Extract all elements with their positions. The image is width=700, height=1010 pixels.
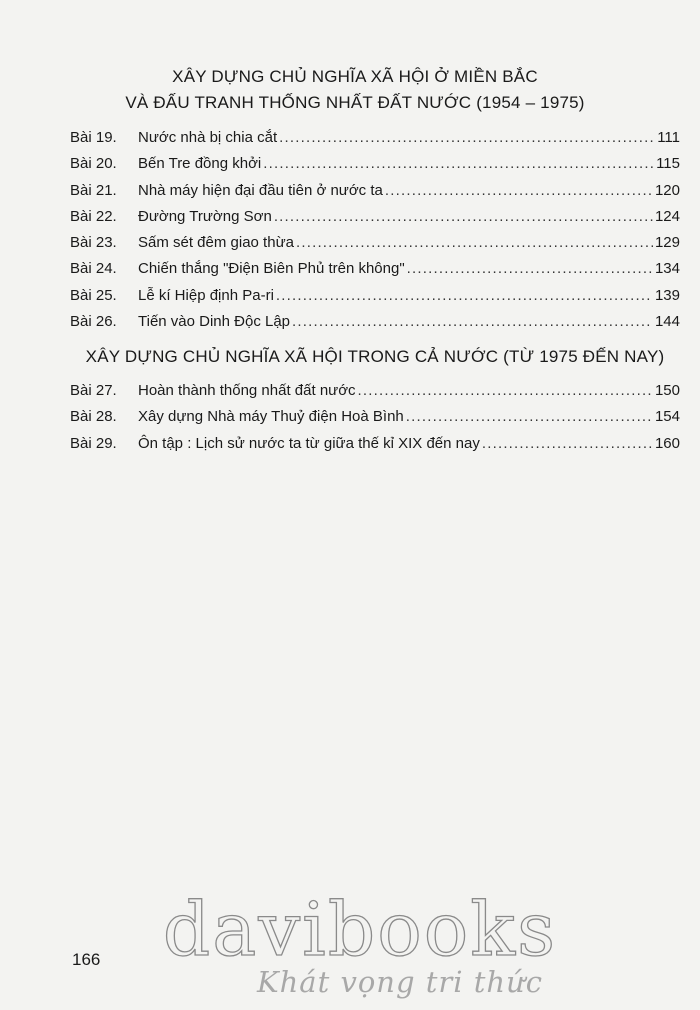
toc-entry — [70, 256, 680, 282]
toc-entry — [70, 204, 680, 230]
toc-entry — [70, 178, 680, 204]
dot-leader — [292, 309, 653, 335]
page-number: 166 — [72, 950, 101, 969]
toc-entry — [70, 431, 680, 457]
lesson-number: Bài 21. — [70, 181, 117, 199]
watermark-tagline: Khát vọng tri thức — [256, 965, 544, 999]
lesson-page: 144 — [654, 313, 680, 331]
toc-entry — [70, 309, 680, 335]
dot-leader — [279, 125, 655, 151]
lesson-title: Nhà máy hiện đại đầu tiên ở nước ta — [138, 181, 383, 199]
lesson-page: 134 — [654, 260, 680, 278]
lesson-number: Bài 25. — [70, 286, 117, 304]
lesson-page: 154 — [654, 408, 680, 426]
section-title-line: VÀ ĐẤU TRANH THỐNG NHẤT ĐẤT NƯỚC (1954 – 1975) — [125, 93, 585, 112]
lesson-page: 115 — [656, 155, 680, 173]
lesson-page: 111 — [657, 129, 680, 146]
dot-leader — [406, 404, 653, 430]
toc-entry — [70, 230, 680, 256]
section-2-toc-list — [70, 378, 680, 457]
dot-leader — [482, 431, 653, 457]
section-1-title — [60, 64, 650, 116]
lesson-page: 150 — [654, 382, 680, 399]
lesson-number: Bài 22. — [70, 207, 117, 225]
lesson-title: Ôn tập : Lịch sử nước ta từ giữa thế kỉ XIX đến nay — [138, 434, 480, 452]
lesson-number: Bài 23. — [70, 234, 117, 252]
lesson-title: Lễ kí Hiệp định Pa-ri — [138, 286, 274, 304]
lesson-title: Hoàn thành thống nhất đất nước — [138, 382, 356, 399]
lesson-number: Bài 19. — [70, 129, 117, 146]
lesson-page: 139 — [654, 286, 680, 304]
dot-leader — [385, 178, 653, 204]
lesson-page: 120 — [654, 181, 680, 199]
dot-leader — [263, 151, 654, 177]
toc-entry — [70, 151, 680, 177]
dot-leader — [358, 378, 653, 404]
section-2-title — [70, 344, 680, 370]
lesson-title: Sấm sét đêm giao thừa — [138, 234, 294, 252]
lesson-page: 124 — [654, 207, 680, 225]
watermark-brand: davibooks — [162, 887, 558, 973]
section-title-line: XÂY DỰNG CHỦ NGHĨA XÃ HỘI Ở MIỀN BẮC — [172, 67, 538, 86]
lesson-number: Bài 26. — [70, 313, 117, 331]
lesson-title: Đường Trường Sơn — [138, 207, 272, 225]
toc-entry — [70, 125, 680, 151]
section-title-line: XÂY DỰNG CHỦ NGHĨA XÃ HỘI TRONG CẢ NƯỚC (TỪ 1975 ĐẾN NAY) — [85, 347, 665, 366]
lesson-number: Bài 29. — [70, 434, 117, 452]
lesson-title: Nước nhà bị chia cắt — [138, 129, 278, 146]
lesson-number: Bài 27. — [70, 382, 117, 399]
lesson-number: Bài 20. — [70, 155, 117, 173]
lesson-page: 160 — [654, 434, 680, 452]
lesson-title: Bến Tre đồng khởi — [138, 155, 262, 173]
lesson-page: 129 — [654, 234, 680, 252]
toc-entry — [70, 283, 680, 309]
dot-leader — [407, 256, 653, 282]
dot-leader — [276, 283, 653, 309]
toc-entry — [70, 404, 680, 430]
dot-leader — [296, 230, 653, 256]
lesson-number: Bài 28. — [70, 408, 117, 426]
toc-entry — [70, 378, 680, 404]
lesson-title: Tiến vào Dinh Độc Lập — [138, 313, 291, 331]
dot-leader — [274, 204, 653, 230]
lesson-number: Bài 24. — [70, 260, 117, 278]
lesson-title: Xây dựng Nhà máy Thuỷ điện Hoà Bình — [138, 408, 404, 426]
section-1-toc-list — [70, 125, 680, 335]
lesson-title: Chiến thắng "Điện Biên Phủ trên không" — [138, 260, 405, 278]
